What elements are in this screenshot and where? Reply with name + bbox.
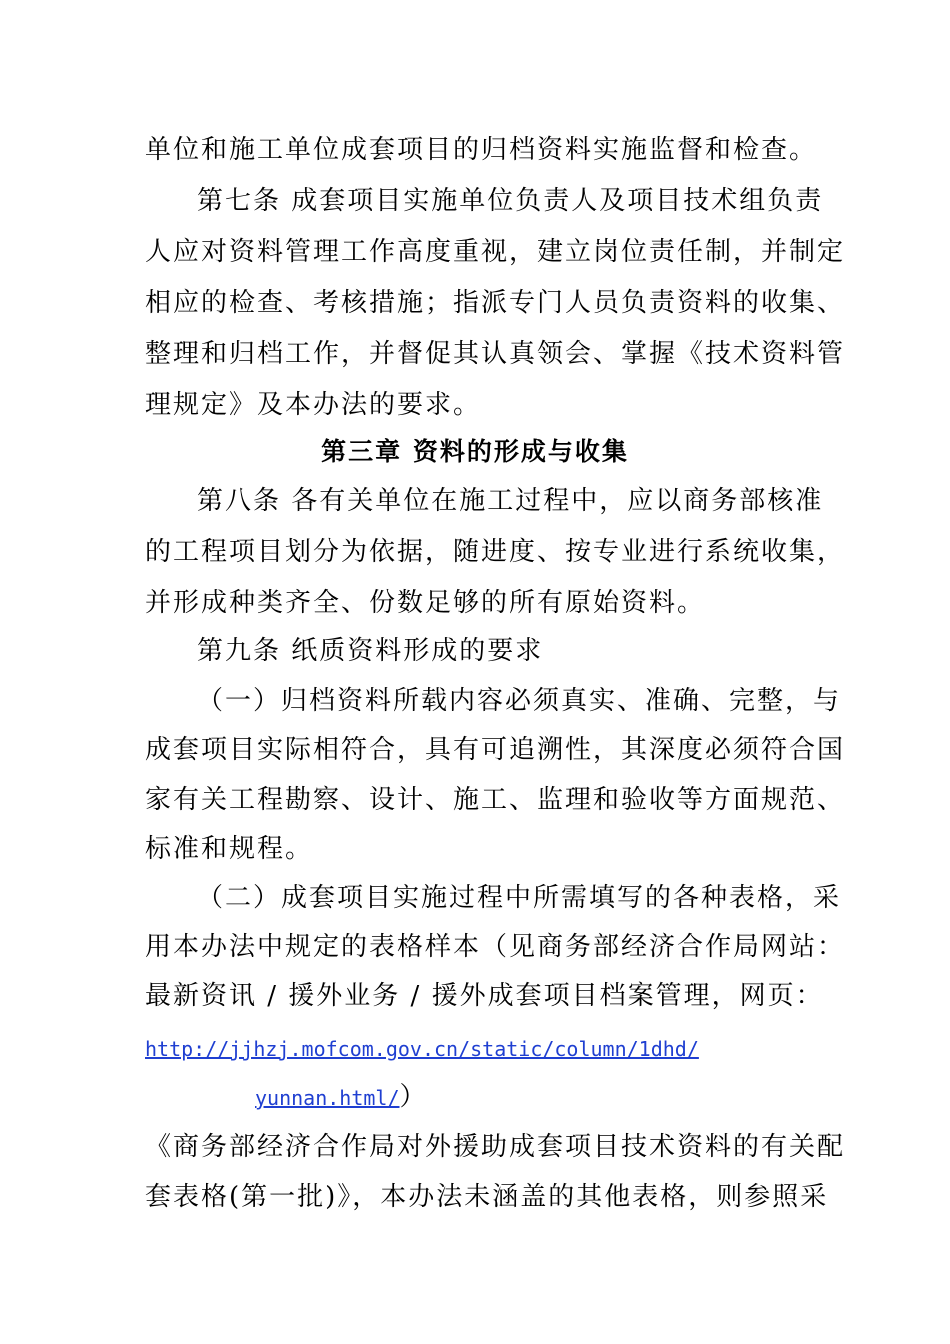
- website-link[interactable]: http://jjhzj.mofcom.gov.cn/static/column/1dhd/: [145, 1037, 699, 1061]
- paragraph-line: 理规定》及本办法的要求。: [145, 390, 482, 420]
- paragraph-line: 相应的检查、考核措施；指派专门人员负责资料的收集、: [145, 288, 846, 318]
- paragraph-line: 套表格(第一批)》，本办法未涵盖的其他表格，则参照采: [145, 1182, 829, 1212]
- paragraph-line: 家有关工程勘察、设计、施工、监理和验收等方面规范、: [145, 785, 846, 815]
- paragraph-line: 标准和规程。: [145, 834, 314, 864]
- url-line-2: [255, 1080, 428, 1115]
- paragraph-line: 用本办法中规定的表格样本（见商务部经济合作局网站：: [145, 932, 846, 962]
- paragraph-line: 成套项目实际相符合，具有可追溯性，其深度必须符合国: [145, 735, 846, 765]
- chapter-heading: 第三章 资料的形成与收集: [321, 437, 629, 466]
- item-1-line: （一）归档资料所载内容必须真实、准确、完整，与: [197, 686, 842, 716]
- paragraph-line: 的工程项目划分为依据，随进度、按专业进行系统收集，: [145, 537, 846, 567]
- url-line-1: [145, 1031, 699, 1066]
- article-9-line: 第九条 纸质资料形成的要求: [197, 636, 544, 666]
- item-2-line: （二）成套项目实施过程中所需填写的各种表格，采: [197, 883, 842, 913]
- closing-parenthesis: ）: [399, 1082, 428, 1112]
- paragraph-line: 整理和归档工作，并督促其认真领会、掌握《技术资料管: [145, 339, 846, 369]
- paragraph-line: 单位和施工单位成套项目的归档资料实施监督和检查。: [145, 135, 818, 165]
- article-7-line: 第七条 成套项目实施单位负责人及项目技术组负责: [197, 186, 824, 216]
- paragraph-line: 最新资讯 / 援外业务 / 援外成套项目档案管理，网页：: [145, 981, 824, 1011]
- website-link-continued[interactable]: yunnan.html/: [255, 1086, 400, 1110]
- article-8-line: 第八条 各有关单位在施工过程中，应以商务部核准: [197, 486, 824, 516]
- paragraph-line: 《商务部经济合作局对外援助成套项目技术资料的有关配: [145, 1132, 846, 1162]
- paragraph-line: 人应对资料管理工作高度重视，建立岗位责任制，并制定: [145, 237, 846, 267]
- paragraph-line: 并形成种类齐全、份数足够的所有原始资料。: [145, 588, 706, 618]
